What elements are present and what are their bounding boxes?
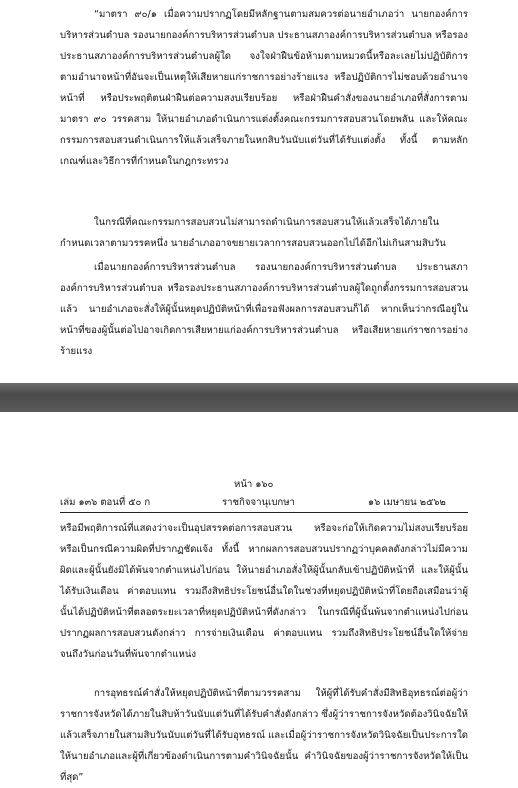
- volume-issue: เล่ม ๑๓๖ ตอนที่ ๕๐ ก: [60, 497, 151, 508]
- suspension-paragraph: เมื่อนายกองค์การบริหารส่วนตำบล รองนายกองค์การบริหารส่วนตำบล ประธานสภาองค์การบริหารส่วนตำบล หรือรองประธานสภาองค์การบริหารส่วนตำบลผู้ใดถูกตั้งกรรมการสอบสวนแล้ว นายอำเภอจะสั่งให้ผู้นั้นหยุดปฏิบัติหน้าที่เพื่อรอฟังผลการสอบสวนก็ได้ หากเห็นว่ากรณีอยู่ในหน้าที่ของผู้นั้นต่อไปอาจเกิดการเสียหายแก่องค์การบริหารส่วนตำบล หรือเสียหายแก่ราชการอย่างร้ายแรง: [60, 262, 468, 357]
- document-page-top: [0, 0, 518, 383]
- publication-date: ๑๖ เมษายน ๒๕๖๒: [368, 497, 446, 508]
- gazette-title: ราชกิจจานุเบกษา: [222, 497, 295, 508]
- header-rule: [60, 512, 468, 513]
- continued-paragraph: หรือมีพฤติการณ์ที่แสดงว่าจะเป็นอุปสรรคต่อการสอบสวน หรือจะก่อให้เกิดความไม่สงบเรียบร้อย หรือเป็นกรณีความผิดที่ปรากฏชัดแจ้ง ทั้งนี้ หากผลการสอบสวนปรากฏว่าบุคคลดังกล่าวไม่มีความผิดและผู้นั้นยังมิได้พ้นจากตำแหน่งไปก่อน ให้นายอำเภอสั่งให้ผู้นั้นกลับเข้าปฏิบัติหน้าที่ และให้ผู้นั้นได้รับเงินเดือน ค่าตอบแทน รวมถึงสิทธิประโยชน์อื่นใดในช่วงที่หยุดปฏิบัติหน้าที่โดยถือเสมือนว่าผู้นั้นได้ปฏิบัติหน้าที่ตลอดระยะเวลาที่หยุดปฏิบัติหน้าที่ดังกล่าว ในกรณีที่ผู้นั้นพ้นจากตำแหน่งไปก่อนปรากฏผลการสอบสวนดังกล่าว การจ่ายเงินเดือน ค่าตอบแทน รวมถึงสิทธิประโยชน์อื่นใดให้จ่ายจนถึงวันก่อนวันที่พ้นจากตำแหน่ง: [60, 523, 468, 660]
- page-divider: [0, 383, 518, 412]
- extension-paragraph: ในกรณีที่คณะกรรมการสอบสวนไม่สามารถดำเนินการสอบสวนให้แล้วเสร็จได้ภายในกำหนดเวลาตามวรรคหนึ่ง นายอำเภออาจขยายเวลาการสอบสวนออกไปได้อีกไม่เกินสามสิบวัน: [60, 217, 446, 249]
- page-number: หน้า ๑๖๐: [234, 479, 274, 490]
- section-90-1-paragraph: “มาตรา ๙๐/๑ เมื่อความปรากฏโดยมีหลักฐานตามสมควรต่อนายอำเภอว่า นายกองค์การบริหารส่วนตำบล รองนายกองค์การบริหารส่วนตำบล ประธานสภาองค์การบริหารส่วนตำบล หรือรองประธานสภาองค์การบริหารส่วนตำบลผู้ใด จงใจฝ่าฝืนข้อห้ามตามหมวดนี้หรือละเลยไม่ปฏิบัติการตามอำนาจหน้าที่อันจะเป็นเหตุให้เสียหายแก่ราชการอย่างร้ายแรง หรือปฏิบัติการไม่ชอบด้วยอำนาจหน้าที่ หรือประพฤติตนฝ่าฝืนต่อความสงบเรียบร้อย หรือฝ่าฝืนคำสั่งของนายอำเภอที่สั่งการตามมาตรา ๙๐ วรรคสาม ให้นายอำเภอดำเนินการแต่งตั้งคณะกรรมการสอบสวนโดยพลัน และให้คณะกรรมการสอบสวนดำเนินการให้แล้วเสร็จภายในหกสิบวันนับแต่วันที่ได้รับแต่งตั้ง ทั้งนี้ ตามหลักเกณฑ์และวิธีการที่กำหนดในกฎกระทรวง: [60, 9, 468, 167]
- appeal-paragraph: การอุทธรณ์คำสั่งให้หยุดปฏิบัติหน้าที่ตามวรรคสาม ให้ผู้ที่ได้รับคำสั่งมีสิทธิอุทธรณ์ต่อผู้ว่าราชการจังหวัดได้ภายในสิบห้าวันนับแต่วันที่ได้รับคำสั่งดังกล่าว ซึ่งผู้ว่าราชการจังหวัดต้องวินิจฉัยให้แล้วเสร็จภายในสามสิบวันนับแต่วันที่ได้รับอุทธรณ์ และเมื่อผู้ว่าราชการจังหวัดวินิจฉัยเป็นประการใดให้นายอำเภอและผู้ที่เกี่ยวข้องดำเนินการตามคำวินิจฉัยนั้น คำวินิจฉัยของผู้ว่าราชการจังหวัดให้เป็นที่สุด”: [60, 688, 468, 783]
